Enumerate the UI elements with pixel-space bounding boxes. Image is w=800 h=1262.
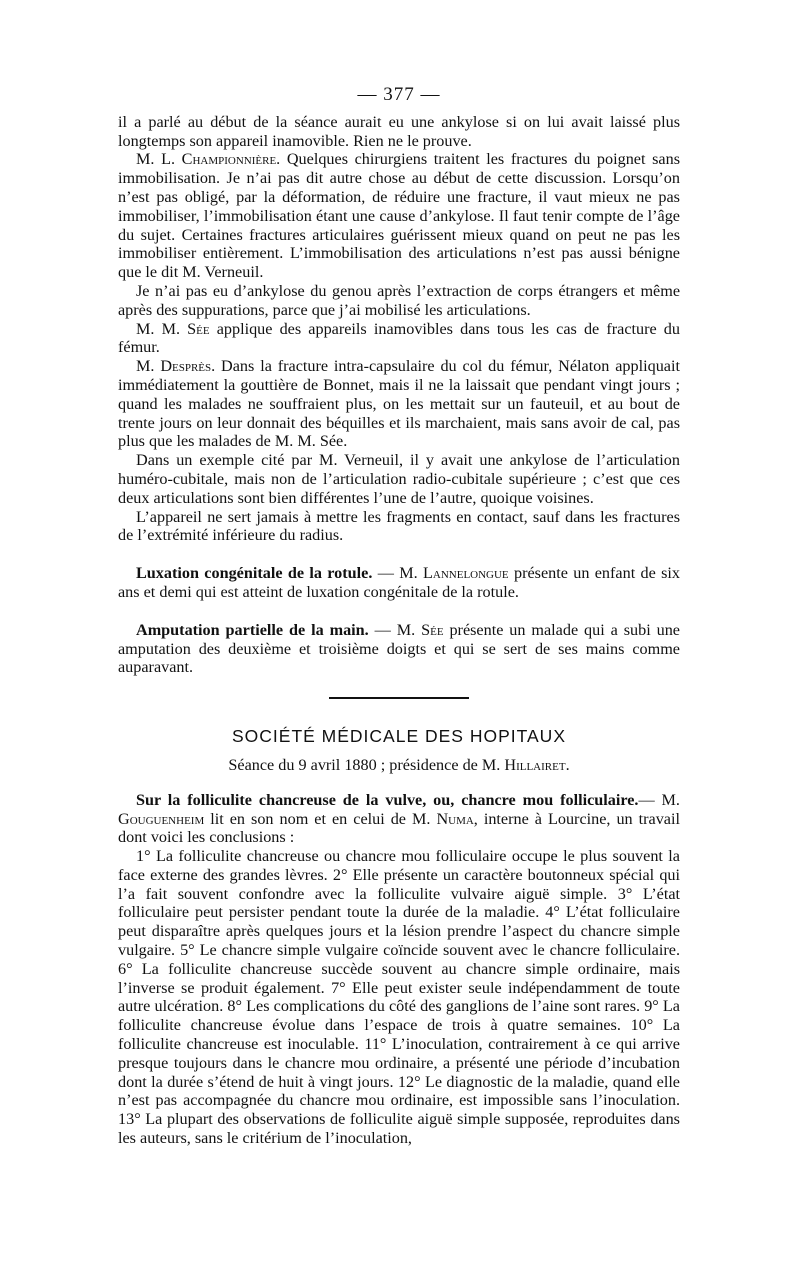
discussion-segment: M. xyxy=(136,357,161,376)
luxation-segment: Lannelongue xyxy=(423,564,509,583)
seance-segment: Hillairet xyxy=(504,755,566,774)
luxation-segment: Luxation congénitale de la rotule. xyxy=(136,564,373,583)
folliculite-segment: Sur la folliculite chancreuse de la vulve, ou, chancre mou folliculaire. xyxy=(136,790,639,809)
folliculite-segment: , interne à Lourcine, un travail dont voici les conclusions : xyxy=(118,809,680,847)
discussion-paragraph xyxy=(118,357,680,451)
discussion-text xyxy=(118,113,680,545)
discussion-paragraph xyxy=(118,150,680,282)
amputation-segment: Amputation partielle de la main. xyxy=(136,620,369,639)
discussion-paragraph xyxy=(118,320,680,358)
folliculite-paragraph xyxy=(118,791,680,847)
luxation-paragraph xyxy=(118,564,680,602)
discussion-segment: il a parlé au début de la séance aurait eu une ankylose si on lui avait laissé plus longtemps son appareil inamovible. Rien ne le prouve. xyxy=(118,112,680,150)
seance-segment: Séance du 9 avril 1880 ; présidence de M. xyxy=(228,755,505,774)
discussion-segment: applique des appareils inamovibles dans tous les cas de fracture du fémur. xyxy=(118,319,680,357)
discussion-segment: Je n’ai pas eu d’ankylose du genou après l’extraction de corps étrangers et même après des suppurations, parce que j’ai mobilisé les articulations. xyxy=(118,281,680,319)
discussion-segment: . Dans la fracture intra-capsulaire du col du fémur, Nélaton appliquait immédiatement la gouttière de Bonnet, mais il ne la laissait que pendant vingt jours ; quand les malades ne souffraient plus, on les mettait sur un fauteuil, et au bout de trente jours on leur donnait des béquilles et ils marchaient, mais sans avoir de cal, pas plus que les malades de M. M. Sée. xyxy=(118,357,680,451)
discussion-paragraph xyxy=(118,451,680,507)
discussion-segment: M. L. xyxy=(136,150,182,169)
amputation-segment: présente un malade qui a subi une amputation des deuxième et troisième doigts et qui se sert de ses mains comme auparavant. xyxy=(118,620,680,677)
discussion-segment: M. M. xyxy=(136,319,188,338)
luxation-segment: — M. xyxy=(372,564,423,583)
folliculite-segment: Numa xyxy=(436,809,474,828)
discussion-paragraph xyxy=(118,113,680,151)
folliculite-segment: lit en son nom et en celui de M. xyxy=(204,809,437,828)
luxation-segment: présente un enfant de six ans et demi qui est atteint de luxation congénitale de la rotule. xyxy=(118,564,681,601)
discussion-segment: Sée xyxy=(187,319,210,338)
seance-line xyxy=(118,756,680,775)
amputation-paragraph xyxy=(118,621,680,677)
discussion-paragraph xyxy=(118,282,680,320)
amputation-segment: — M. xyxy=(368,620,422,639)
folliculite-segment: — M. xyxy=(638,790,680,809)
society-heading: SOCIÉTÉ MÉDICALE DES HOPITAUX xyxy=(231,726,566,747)
seance-segment: . xyxy=(565,755,570,774)
discussion-paragraph xyxy=(118,508,680,546)
conclusions-paragraph: 1° La folliculite chancreuse ou chancre mou folliculaire occupe le plus souvent la face externe des grandes lèvres. 2° Elle présente un caractère boutonneux spécial qui l’a fait souvent confondre avec la folliculite vulvaire aiguë simple. 3° L’état folliculaire peut persister pendant toute la durée de la maladie. 4° L’état folliculaire peut disparaître après quelques jours et la lésion prendre l’aspect du chancre simple vulgaire. 5° Le chancre simple vulgaire coïncide souvent avec le chancre folliculaire. 6° La folliculite chancreuse succède souvent au chancre simple ordinaire, mais l’inverse se produit également. 7° Elle peut exister seule indépendamment de toute autre ulcération. 8° Les complications du côté des ganglions de l’aine sont rares. 9° La folliculite chancreuse évolue dans l’espace de trois à quatre semaines. 10° La folliculite chancreuse est inoculable. 11° L’inoculation, contrairement à ce qui arrive presque toujours dans le chancre mou ordinaire, a présenté une période d’incubation dont la durée s’étend de huit à vingt jours. 12° Le diagnostic de la maladie, quand elle n’est pas accompagnée du chancre mou ordinaire, est impossible sans l’inoculation. 13° La plupart des observations de folliculite aiguë simple supposée, reproduites dans les auteurs, sans le critérium de l’inoculation, xyxy=(118,847,680,1148)
discussion-segment: . Quelques chirurgiens traitent les fractures du poignet sans immobilisation. Je n’ai pas dit autre chose au début de cette discussion. Lorsqu’on n’est pas obligé, par la déformation, de réduire une fracture, il vaut mieux ne pas immobiliser, l’immobilisation étant une cause d’ankylose. Il faut tenir compte de l’âge du sujet. Certaines fractures articulaires guérissent mieux quand on peut ne pas les immobiliser entièrement. L’immobilisation des articulations n’est pas aussi bénigne que le dit M. Verneuil. xyxy=(118,150,680,282)
page-number: — 377 — xyxy=(357,84,441,105)
discussion-segment: Championnière xyxy=(181,150,277,169)
amputation-segment: Sée xyxy=(421,620,444,639)
folliculite-segment: Gouguenheim xyxy=(118,809,205,828)
section-divider xyxy=(329,697,469,699)
discussion-segment: L’appareil ne sert jamais à mettre les fragments en contact, sauf dans les fractures de l’extrémité inférieure du radius. xyxy=(118,507,680,545)
discussion-segment: Desprès xyxy=(160,357,212,376)
discussion-segment: Dans un exemple cité par M. Verneuil, il y avait une ankylose de l’articulation huméro-cubitale, mais non de l’articulation radio-cubitale supérieure ; c’est que ces deux articulations sont bien différentes l’une de l’autre, quoique voisines. xyxy=(118,451,680,507)
